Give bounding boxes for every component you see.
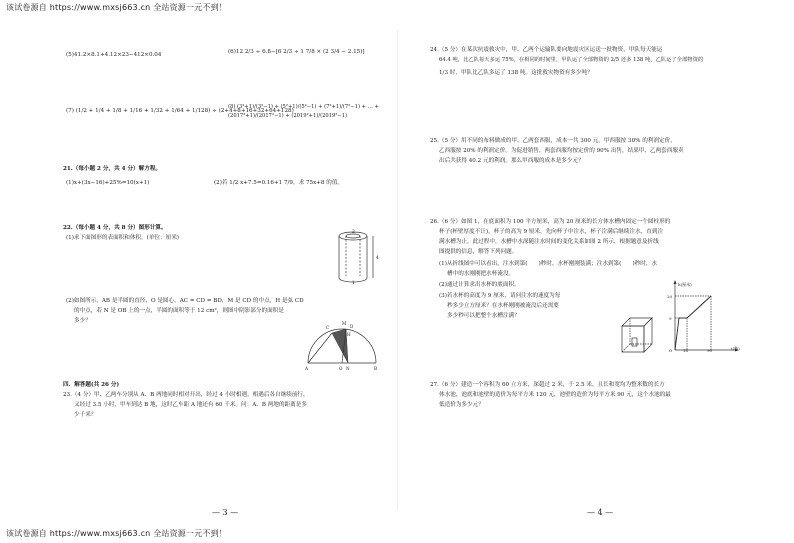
- q21-2: (2)若 1/2 x+7.5=0.16+1 7/9，求 75x+8 的值。: [214, 180, 344, 186]
- graph-tick-20: 20: [667, 294, 673, 299]
- q26-1: (1)从折线图中可以看出，注水到第( )秒时，水杯刚刚装满；注水到第( )秒时，水: [439, 261, 658, 267]
- label-c: C: [326, 325, 330, 330]
- q27c: 低造价为多少元？: [439, 402, 484, 408]
- graph-tick-90: 90: [707, 348, 713, 353]
- q26d: 图提供的信息，解答下列问题。: [439, 249, 518, 255]
- q22-1: (1)求下面图形的表面积和体积。(单位：厘米): [66, 235, 179, 241]
- page-right: [397, 0, 794, 543]
- q22-title: 22.（每小题 4 分，共 8 分）图形计算。: [63, 225, 167, 231]
- q5: (5)41.2×8.1+4.12×23−412×0.04: [66, 52, 162, 58]
- q22-2c: 多少？: [74, 318, 91, 324]
- label-o: O: [339, 366, 343, 371]
- label-d: D: [350, 324, 354, 329]
- graph-tick-18: 18: [683, 348, 689, 353]
- tank-figure: [620, 316, 656, 356]
- q7: (7) (1/2 + 1/4 + 1/8 + 1/16 + 1/32 + 1/64 + 1/128) ÷ (2+4+8+16+32+64+128): [66, 108, 294, 114]
- graph-xlabel: t(秒): [731, 346, 740, 351]
- cyl-dim-1: 2: [352, 230, 355, 235]
- q25b: 乙西服按 20% 的利润定价。为促进销售，两套西服均按定价的 90% 出售，结果甲、乙两套西服卖: [439, 148, 684, 154]
- q21-1: (1)x+(3x−16)+25%=10(x+1): [66, 180, 150, 186]
- q26-3b: 秒多少立方厘米？在水杯刚刚被淹没后还需要: [447, 303, 559, 309]
- page-number-4: — 4 —: [587, 508, 614, 517]
- q26-2: (2)通过计算求出水杯的底面积。: [439, 282, 520, 288]
- q24b: 64.4 吨，比乙队每天多运 75%，在相同的时间里，甲队运了全部物资的 2/5 还多 138 吨，乙队运了全部物资的: [439, 57, 704, 63]
- q26-3a: (3)若水杯的高度为 9 厘米，请问注水的速度为每: [439, 293, 561, 299]
- q24c: 1/3 时，甲队比乙队多运了 138 吨。这批救灾物资有多少吨？: [439, 70, 593, 76]
- q6: (6)12 2/3 ÷ 6.8−[6 2/3 ÷ 1 7/8 × (2 3/4 − 2.15)]: [228, 49, 365, 55]
- q25a: 25.（5 分）用不同的布料做成的甲、乙两套西服，成本一共 300 元。甲西服按 30% 的利润定价，: [430, 138, 676, 144]
- q23a: 23.（4 分）甲、乙两车分别从 A、B 两地同时相对开出，经过 4 小时相遇，相遇后各自继续前行，: [63, 392, 309, 398]
- page-number-3: — 3 —: [212, 508, 239, 517]
- q22-2a: (2)如图所示，AB 是半圆的直径，O 是圆心，AC = CD = BD，M 是 CD 的中点，H 是弦 CD: [66, 298, 304, 304]
- q26a: 26.（6 分）如图 1，在底面积为 100 平方厘米，高为 20 厘米的长方体水槽内固定一个圆柱形的: [430, 219, 671, 225]
- q23c: 少千米？: [74, 412, 97, 418]
- cyl-dim-2: 4: [376, 256, 379, 261]
- section-4-title: 四．解答题(共 26 分): [63, 382, 120, 388]
- q27b: 体水池，池底和池壁的造价为每平方米 120 元，池壁的造价为每平方米 90 元，这个水池的最: [439, 392, 671, 398]
- q24a: 24.（5 分）在某次抗震救灾中，甲、乙两个运输队要向地震灾区运送一批物资，甲队每天能运: [430, 47, 663, 53]
- q26-3c: 多少秒可以把整个水槽注满？: [447, 313, 520, 319]
- label-b: B: [374, 366, 378, 371]
- q25c: 出后共获得 40.2 元的利润。那么甲西服的成本是多少元？: [439, 158, 584, 164]
- q26c: 满水槽为止。此过程中，水槽中水深随注水时间的变化关系如图 2 所示，根据题意及折线: [439, 239, 659, 245]
- cyl-dim-3: 1: [352, 281, 355, 286]
- label-m: M: [342, 321, 347, 326]
- graph-ylabel: h(厘米): [678, 282, 692, 287]
- q21-title: 21.（每小题 2 分，共 4 分）解方程。: [63, 166, 162, 172]
- source-watermark-top: 该试卷源自 https://www.mxsj663.cn 全站资源一元不到！: [6, 3, 227, 12]
- semicircle-figure: [306, 325, 378, 367]
- q23b: 又经过 3.5 小时，甲车到达 B 地，这时乙车距 A 地还有 60 千米。问：A、B 两地的距离是多: [74, 402, 307, 408]
- q27a: 27.（6 分）建造一个容积为 60 立方米，深超过 2 米，于 2.5 米，且长和宽均为整米数的长方: [430, 382, 665, 388]
- source-watermark-bottom: 该试卷源自 https://www.mxsj663.cn 全站资源一元不到！: [6, 529, 227, 538]
- label-a: A: [305, 366, 309, 371]
- graph-origin: O: [669, 348, 673, 353]
- label-n: N: [346, 366, 350, 371]
- q22-2b: 的中点，若 N 是 OB 上的一点，半圆的面积等于 12 cm²，则图中阴影部分的面积是: [74, 308, 284, 314]
- label-h: H: [347, 332, 351, 337]
- graph-tick-9: 9: [669, 316, 672, 321]
- q26-1b: 槽中的水刚刚把水杯淹没。: [447, 271, 515, 277]
- q26b: 杯子(杯壁厚度不计)，杯子的高为 9 厘米，先向杯子中注水，杯子注满后继续注水，直到注: [439, 229, 664, 235]
- q8: (8) (3²+1)/(3²−1) + (5²+1)/(5²−1) + (7²+1)/(7²−1) + … + (2017²+1)/(2017²−1) + (2019²+1)/(2019²−1): [228, 104, 379, 119]
